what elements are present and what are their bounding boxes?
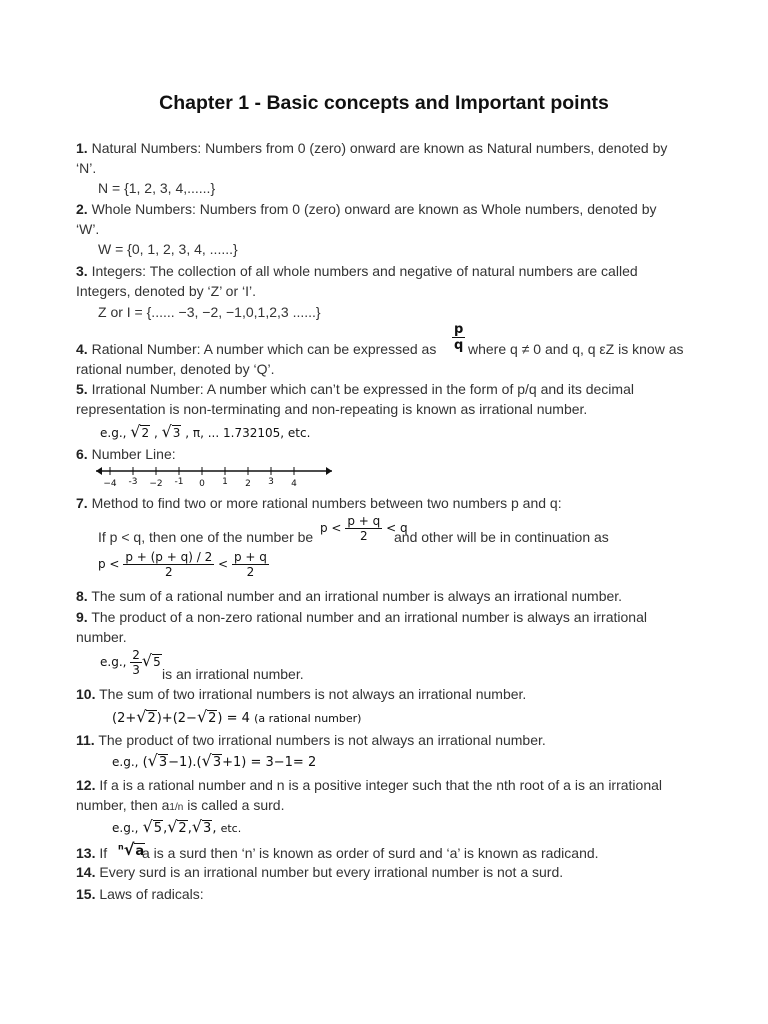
example-2-over-3-root-5: e.g., $\frac{2}{3}$ √5 <box>100 648 161 677</box>
root-2: 2 <box>178 821 187 836</box>
item-10-line <box>76 684 526 704</box>
item-number: 12. <box>76 777 96 793</box>
integers-set: Z or I = {...... −3, −2, −1,0,1,2,3 ......} <box>98 304 321 320</box>
item-3-line-1 <box>76 261 638 281</box>
item-5-line-2: representation is non-terminating and non-repeating is known as irrational number. <box>76 401 588 417</box>
item-text: Every surd is an irrational number but every irrational number is not a surd. <box>99 864 564 880</box>
item-text: Natural Numbers: Numbers from 0 (zero) onward are known as Natural numbers, denoted by <box>91 140 668 156</box>
sum-example: (2+√2)+(2−√2) = 4 (a rational number) <box>112 707 362 726</box>
number-line-tick-label: −2 <box>149 479 163 489</box>
item-text: Laws of radicals: <box>99 886 204 902</box>
radicand: a <box>135 844 145 859</box>
number-line-tick-label: 3 <box>268 477 274 487</box>
eg-rest: , π, ... 1.732105, etc. <box>185 426 311 440</box>
text: is called a surd. <box>183 797 285 813</box>
item-5-line-1 <box>76 379 634 399</box>
p-over-q-fraction <box>452 323 465 352</box>
eg-label: e.g., <box>112 755 139 769</box>
item-text: Irrational Number: A number which can’t be expressed in the form of p/q and its decimal <box>91 381 634 397</box>
item-text: Integers: The collection of all whole numbers and negative of natural numbers are called <box>91 263 638 279</box>
root-5: 5 <box>153 655 161 669</box>
ineq-mid: < <box>218 557 229 571</box>
item-text: The product of two irrational numbers is not always an irrational number. <box>98 732 546 748</box>
chapter-title: Chapter 1 - Basic concepts and Important points <box>159 92 609 114</box>
eq-part: )+(2− <box>156 711 197 726</box>
item-4-line-2: rational number, denoted by ‘Q’. <box>76 361 275 377</box>
item-12-line-1 <box>76 775 662 795</box>
root-5: 5 <box>153 821 163 836</box>
root-2: 2 <box>141 426 150 440</box>
eg-label: e.g., <box>112 821 139 835</box>
arrow-right-icon <box>326 467 332 475</box>
eg-label: e.g., <box>100 655 127 669</box>
root-3: 3 <box>158 755 168 770</box>
product-example: e.g., (√3−1).(√3+1) = 3−1= 2 <box>112 751 317 770</box>
item-11-line <box>76 730 546 750</box>
item-number: 15. <box>76 886 96 902</box>
fraction-denominator: 2 <box>359 529 368 543</box>
fraction-denominator: 2 <box>164 565 173 579</box>
item-7-line-2-cont: and other will be in continuation as <box>394 529 609 545</box>
item-2-line-2: ‘W’. <box>76 221 100 237</box>
eq-part: −1).( <box>168 755 202 770</box>
item-number: 14. <box>76 864 96 880</box>
item-13-text: a is a surd then ‘n’ is known as order of surd and ‘a’ is known as radicand. <box>142 845 599 861</box>
item-12-line-2 <box>76 795 284 818</box>
item-13-line <box>76 843 107 863</box>
item-1-line-1 <box>76 138 667 158</box>
item-number: 1. <box>76 140 88 156</box>
item-14-line <box>76 862 563 882</box>
item-number: 3. <box>76 263 88 279</box>
item-text: If a is a rational number and n is a positive integer such that the nth root of a is an irrational <box>99 777 663 793</box>
root-3: 3 <box>203 821 212 836</box>
ineq-left: p < <box>98 557 120 571</box>
number-line-tick-label: -3 <box>128 477 138 487</box>
whole-numbers-set: W = {0, 1, 2, 3, 4, ......} <box>98 241 238 257</box>
item-6-line <box>76 444 176 464</box>
root-3: 3 <box>172 426 181 440</box>
item-text: The sum of a rational number and an irrational number is always an irrational number. <box>91 588 623 604</box>
surd-examples: e.g., √5,√2,√3, etc. <box>112 817 242 836</box>
item-number: 7. <box>76 495 88 511</box>
natural-numbers-set: N = {1, 2, 3, 4,......} <box>98 180 216 196</box>
item-number: 2. <box>76 201 88 217</box>
item-number: 11. <box>76 732 95 748</box>
fraction-numerator: 2 <box>132 648 140 662</box>
fraction-numerator: p <box>454 322 464 337</box>
item-9-example-text: is an irrational number. <box>162 666 304 682</box>
nth-root-a: $^n$√a <box>118 840 145 859</box>
number-line-tick-label: -1 <box>174 477 184 487</box>
root-3: 3 <box>212 755 222 770</box>
item-number: 4. <box>76 341 88 357</box>
item-1-line-2: ‘N’. <box>76 160 97 176</box>
etc-label: etc. <box>220 822 242 835</box>
number-line-tick-label: 2 <box>245 479 251 489</box>
item-9-line-1 <box>76 607 647 627</box>
text: number, then a <box>76 797 170 813</box>
item-15-line <box>76 884 204 904</box>
number-line-tick-label: 1 <box>222 477 228 487</box>
number-line-tick-label: 0 <box>199 479 205 489</box>
item-7-line-2: If p < q, then one of the number be <box>98 529 314 545</box>
root-2: 2 <box>147 711 156 726</box>
eq-part: (2+ <box>112 711 137 726</box>
ineq-right: < q <box>386 521 408 535</box>
irrational-examples: e.g., √2 , √3 , π, ... 1.732105, etc. <box>100 422 311 441</box>
item-4-line-1-cont: where q ≠ 0 and q, q εZ is know as <box>468 341 684 357</box>
item-text: The product of a non-zero rational number and an irrational number is always an irrational <box>91 609 647 625</box>
root-index: n <box>118 842 124 852</box>
fraction-denominator: 3 <box>132 663 140 677</box>
eg-label: e.g., <box>100 426 127 440</box>
arrow-left-icon <box>96 467 102 475</box>
item-2-line-1 <box>76 199 657 219</box>
eq-note: (a rational number) <box>254 712 362 725</box>
fraction-numerator: p + q <box>233 550 267 564</box>
item-number: 5. <box>76 381 88 397</box>
eq-part: ( <box>142 755 148 770</box>
exponent-subscript: 1/n <box>169 802 184 813</box>
number-line-tick-label: −4 <box>103 479 117 489</box>
item-number: 6. <box>76 446 88 462</box>
item-number: 13. <box>76 845 96 861</box>
item-text: The sum of two irrational numbers is not always an irrational number. <box>99 686 527 702</box>
eq-part: +1) = 3−1= 2 <box>222 755 317 770</box>
item-text: Whole Numbers: Numbers from 0 (zero) onward are known as Whole numbers, denoted by <box>91 201 657 217</box>
item-text: Rational Number: A number which can be expressed as <box>91 341 437 357</box>
item-3-line-2: Integers, denoted by ‘Z’ or ‘I’. <box>76 283 257 299</box>
fraction-denominator: q <box>454 338 464 353</box>
item-8-line <box>76 586 622 606</box>
eq-part: ) = 4 <box>217 711 250 726</box>
fraction-numerator: p + q <box>347 514 381 528</box>
item-number: 8. <box>76 588 88 604</box>
item-9-line-2: number. <box>76 629 127 645</box>
ineq-left: p < <box>320 521 342 535</box>
item-4-line-1 <box>76 339 436 359</box>
inequality-2 <box>98 551 269 578</box>
item-text: Method to find two or more rational numbers between two numbers p and q: <box>91 495 562 511</box>
number-line-tick-label: 4 <box>291 479 297 489</box>
root-2: 2 <box>208 711 217 726</box>
item-7-line-1 <box>76 493 562 513</box>
fraction-denominator: 2 <box>246 565 255 579</box>
number-line <box>96 462 336 492</box>
item-number: 9. <box>76 609 88 625</box>
text: If <box>99 845 108 861</box>
item-number: 10. <box>76 686 96 702</box>
fraction-numerator: p + (p + q) / 2 <box>125 550 213 564</box>
item-text: Number Line: <box>91 446 176 462</box>
